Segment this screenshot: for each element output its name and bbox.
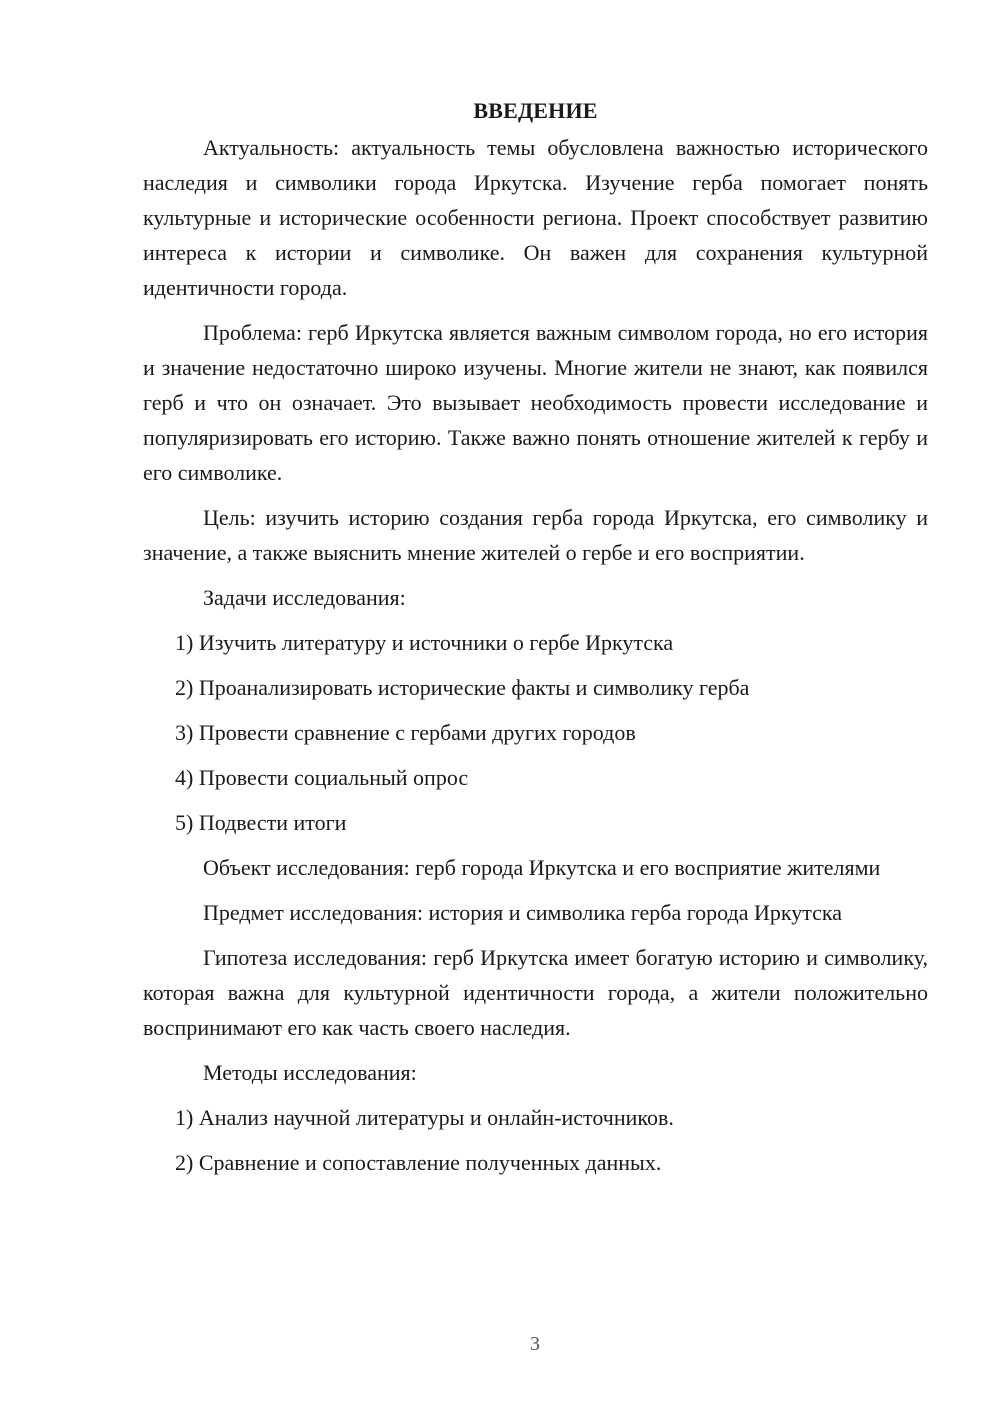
- goal-paragraph: Цель: изучить историю создания герба города Иркутска, его символику и значение, а также выяснить мнение жителей о гербе и его восприятии.: [143, 505, 928, 565]
- document-page: [143, 96, 928, 1190]
- methods-list: [143, 1100, 928, 1180]
- section-title: ВВЕДЕНИЕ: [473, 98, 598, 123]
- list-item: 1) Анализ научной литературы и онлайн-источников.: [175, 1105, 674, 1130]
- tasks-heading: Задачи исследования:: [203, 585, 406, 610]
- page-number: 3: [530, 1333, 540, 1355]
- list-item: 3) Провести сравнение с гербами других городов: [175, 720, 636, 745]
- problem-paragraph: Проблема: герб Иркутска является важным символом города, но его история и значение недостаточно широко изучены. Многие жители не знают, как появился герб и что он означает. Это вызывает необходимость провести исследование и популяризировать его историю. Также важно понять отношение жителей к гербу и его символике.: [143, 320, 928, 485]
- list-item: 2) Сравнение и сопоставление полученных данных.: [175, 1150, 662, 1175]
- list-item: 4) Провести социальный опрос: [175, 765, 469, 790]
- list-item: 1) Изучить литературу и источники о гербе Иркутска: [175, 630, 674, 655]
- hypothesis-paragraph: Гипотеза исследования: герб Иркутска имеет богатую историю и символику, которая важна для культурной идентичности города, а жители положительно воспринимают его как часть своего наследия.: [143, 945, 928, 1040]
- actuality-paragraph: Актуальность: актуальность темы обусловлена важностью исторического наследия и символики города Иркутска. Изучение герба помогает понять культурные и исторические особенности региона. Проект способствует развитию интереса к истории и символике. Он важен для сохранения культурной идентичности города.: [143, 135, 928, 300]
- methods-heading: Методы исследования:: [203, 1060, 417, 1085]
- object-paragraph: Объект исследования: герб города Иркутска и его восприятие жителями: [203, 855, 881, 880]
- list-item: 5) Подвести итоги: [175, 810, 347, 835]
- subject-paragraph: Предмет исследования: история и символика герба города Иркутска: [203, 900, 843, 925]
- tasks-list: [143, 625, 928, 840]
- list-item: 2) Проанализировать исторические факты и символику герба: [175, 675, 750, 700]
